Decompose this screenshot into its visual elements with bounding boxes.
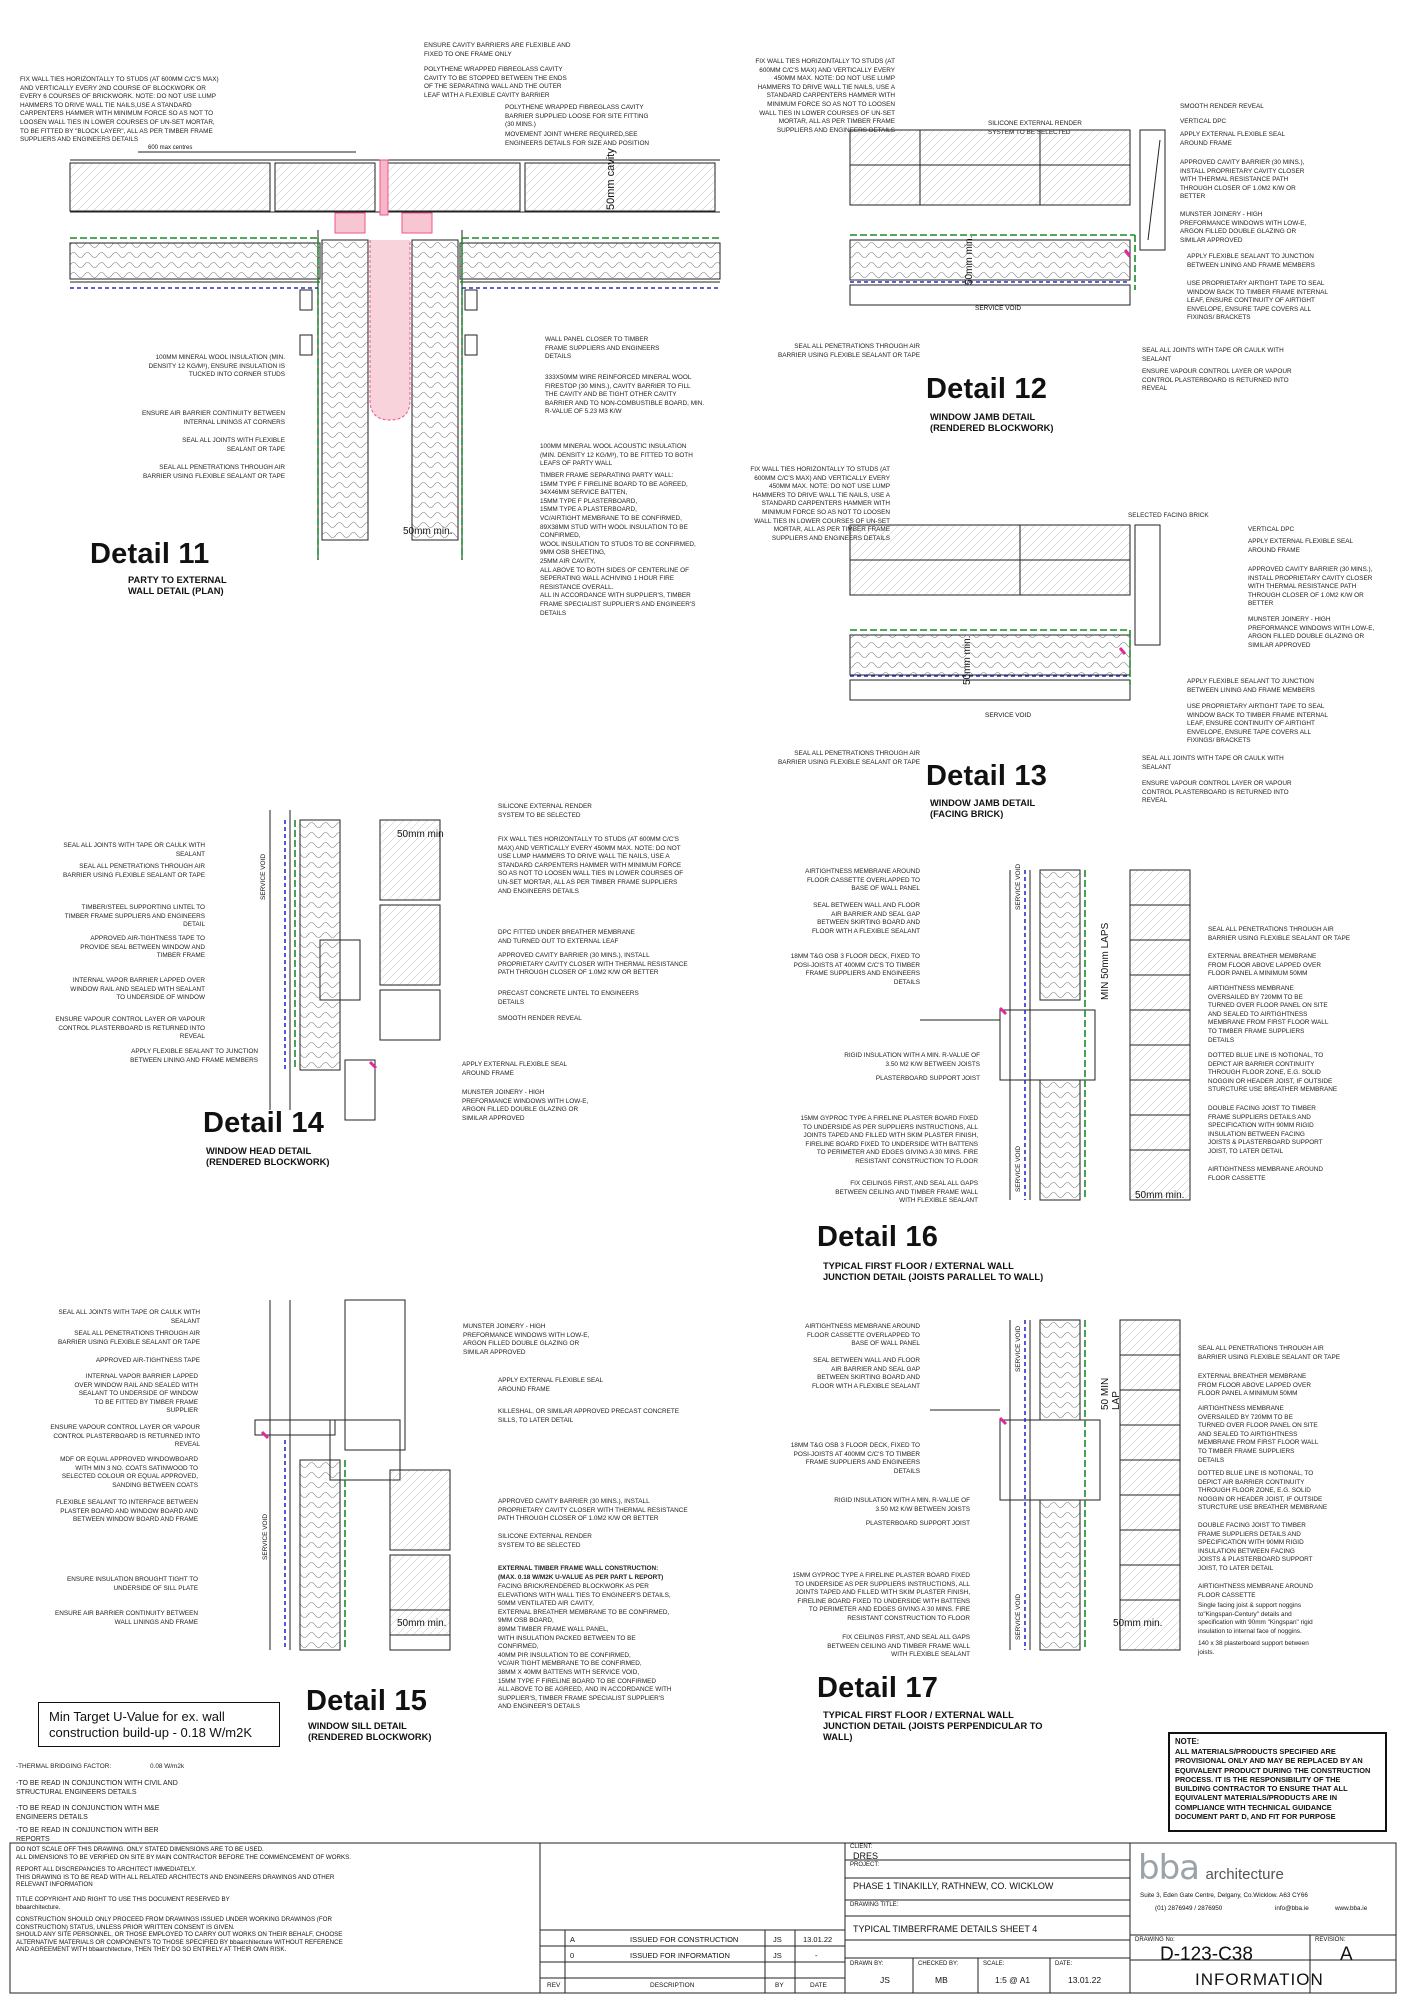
d14-dim-min: 50mm min [397, 829, 444, 840]
d12-note-seal-joints: SEAL ALL JOINTS WITH TAPE OR CAULK WITH SEALANT [1142, 347, 1284, 363]
d17-note-single-joist: Single facing joist & support noggins to"Kingspan-Century" details and specification with 90mm "Kingspan" rigid insulation to internal face of noggins. [1198, 1602, 1313, 1635]
d11-note-wall-panel-closer: WALL PANEL CLOSER TO TIMBER FRAME SUPPLIERS AND ENGINEERS DETAILS [545, 336, 660, 361]
d15-note-seal-penetrations: SEAL ALL PENETRATIONS THROUGH AIR BARRIER USING FLEXIBLE SEALANT OR TAPE [57, 1330, 200, 1346]
d14-note-seal-joints: SEAL ALL JOINTS WITH TAPE OR CAULK WITH SEALANT [63, 842, 205, 858]
rev-header-by: BY [775, 1982, 784, 1989]
drawn-by-label: DRAWN BY: [850, 1961, 884, 1967]
rev-row-2-date: - [815, 1951, 818, 1960]
d13-note-seal-penetrations: SEAL ALL PENETRATIONS THROUGH AIR BARRIER USING FLEXIBLE SEALANT OR TAPE [777, 750, 920, 766]
d12-note-vertical-dpc: VERTICAL DPC [1180, 118, 1227, 125]
d13-dim-min: 50mm min. [962, 635, 973, 685]
rev-row-1-by: JS [773, 1935, 782, 1944]
d13-note-vertical-dpc: VERTICAL DPC [1248, 526, 1295, 533]
materials-note-heading: NOTE: [1175, 1737, 1200, 1746]
d16-note-seal-wall-floor: SEAL BETWEEN WALL AND FLOOR AIR BARRIER AND SEAL GAP BETWEEN SKIRTING BOARD AND FLOOR WITH A FLEXIBLE SEALANT [812, 902, 920, 935]
project-label: PROJECT: [850, 1862, 880, 1868]
d15-note-render: SILICONE EXTERNAL RENDER SYSTEM TO BE SELECTED [498, 1533, 592, 1549]
d15-note-cavity-barrier: APPROVED CAVITY BARRIER (30 MINS.), INSTALL PROPRIETARY CAVITY CLOSER WITH THERMAL RESISTANCE PATH THROUGH CLOSER OF 1.0M2 K/W OR BETTER [498, 1498, 688, 1523]
rev-header-date: DATE [810, 1982, 827, 1989]
d14-note-precast-lintel: PRECAST CONCRETE LINTEL TO ENGINEERS DETAILS [498, 990, 639, 1006]
d12-note-vcl: ENSURE VAPOUR CONTROL LAYER OR VAPOUR CONTROL PLASTERBOARD IS RETURNED INTO REVEAL [1142, 368, 1292, 393]
d11-note-movement-joint: MOVEMENT JOINT WHERE REQUIRED,SEE ENGINEERS DETAILS FOR SIZE AND POSITION [505, 131, 650, 147]
drawing-no-value: D-123-C38 [1160, 1944, 1253, 1965]
d17-subtitle: TYPICAL FIRST FLOOR / EXTERNAL WALL JUNCTION DETAIL (JOISTS PERPENDICULAR TO WALL) [823, 1710, 1043, 1742]
d14-note-seal-penetrations: SEAL ALL PENETRATIONS THROUGH AIR BARRIER USING FLEXIBLE SEALANT OR TAPE [62, 863, 205, 879]
d16-note-breather: EXTERNAL BREATHER MEMBRANE FROM FLOOR ABOVE LAPPED OVER FLOOR PANEL A MINIMUM 50MM [1208, 953, 1321, 978]
d16-note-cassette: AIRTIGHTNESS MEMBRANE AROUND FLOOR CASSETTE [1208, 1166, 1323, 1182]
d11-title: Detail 11 [90, 538, 210, 570]
d11-dim-min: 50mm min. [403, 526, 453, 537]
d17-note-membrane: AIRTIGHTNESS MEMBRANE AROUND FLOOR CASSETTE OVERLAPPED TO BASE OF WALL PANEL [805, 1323, 920, 1348]
company-address: Suite 3, Eden Gate Centre, Delgany, Co.Wicklow. A63 CY66 [1140, 1892, 1308, 1899]
d16-note-ceilings: FIX CEILINGS FIRST, AND SEAL ALL GAPS BETWEEN CEILING AND TIMBER FRAME WALL WITH FLEXIBLE SEALANT [835, 1180, 978, 1205]
d11-note-polythene: POLYTHENE WRAPPED FIBREGLASS CAVITY CAVITY TO BE STOPPED BETWEEN THE ENDS OF THE SEPARATING WALL AND THE OUTER LEAF WITH A FLEXIBLE CAVITY BARRIER [424, 66, 567, 99]
d16-note-floor-deck: 18MM T&G OSB 3 FLOOR DECK, FIXED TO POSI-JOISTS AT 400MM C/C'S TO TIMBER FRAME SUPPLIERS AND ENGINEERS DETAILS [790, 953, 920, 986]
drawn-by-value: JS [880, 1975, 890, 1985]
d15-service-void: SERVICE VOID [262, 1513, 269, 1560]
d13-note-flexible-sealant: APPLY FLEXIBLE SEALANT TO JUNCTION BETWEEN LINING AND FRAME MEMBERS [1187, 678, 1315, 694]
d14-note-cavity-barrier: APPROVED CAVITY BARRIER (30 MINS.), INSTALL PROPRIETARY CAVITY CLOSER WITH THERMAL RESISTANCE PATH THROUGH CLOSER OF 1.0M2 K/W OR BETTER [498, 952, 688, 977]
d17-note-ceilings: FIX CEILINGS FIRST, AND SEAL ALL GAPS BETWEEN CEILING AND TIMBER FRAME WALL WITH FLEXIBLE SEALANT [827, 1634, 970, 1659]
company-email: info@bba.ie [1275, 1905, 1309, 1912]
d13-note-cavity-barrier: APPROVED CAVITY BARRIER (30 MINS.), INSTALL PROPRIETARY CAVITY CLOSER WITH THERMAL RESISTANCE PATH THROUGH CLOSER OF 1.0M2 K/W OR BETTER [1248, 566, 1373, 608]
d14-note-smooth-reveal: SMOOTH RENDER REVEAL [498, 1015, 582, 1022]
d17-service-void-top: SERVICE VOID [1015, 1325, 1022, 1372]
drawing-no-label: DRAWING No: [1135, 1937, 1175, 1943]
d15-subtitle: WINDOW SILL DETAIL (RENDERED BLOCKWORK) [308, 1721, 432, 1742]
detail-12-drawing [850, 130, 1165, 305]
d13-note-wall-ties: FIX WALL TIES HORIZONTALLY TO STUDS (AT 600MM C/C'S MAX) AND VERTICALLY EVERY 450MM MAX. NOTE: DO NOT USE LUMP HAMMERS TO DRIVE WALL TIE NAILS, USE A STANDARD CARPENTERS HAMMER WITH MINIMUM FORCE SO AS NOT TO LOOSEN WALL TIES IN LOWER COURSES OF UN-SET MORTAR, ALL AS PER TIMBER FRAME SUPPLIERS AND ENGINEERS DETAILS [750, 466, 890, 542]
general-note-ber: -TO BE READ IN CONJUNCTION WITH BER REPORTS [16, 1827, 159, 1843]
d15-note-external-seal: APPLY EXTERNAL FLEXIBLE SEAL AROUND FRAME [498, 1377, 604, 1393]
d14-note-wall-ties: FIX WALL TIES HORIZONTALLY TO STUDS (AT 600MM C/C'S MAX) AND VERTICALLY EVERY 450MM MAX. NOTE: DO NOT USE LUMP HAMMERS TO DRIVE WALL TIE NAILS, USE A STANDARD CARPENTERS HAMMER WITH MINIMUM FORCE SO AS NOT TO LOOSEN WALL TIES IN LOWER COURSES OF UN-SET MORTAR, ALL AS PER TIMBER FRAME SUPPLIERS AND ENGINEERS DETAILS [498, 836, 684, 895]
rev-row-2-desc: ISSUED FOR INFORMATION [630, 1951, 730, 1960]
d11-note-mineral-wool: 100MM MINERAL WOOL INSULATION (MIN. DENSITY 12 KG/M³), ENSURE INSULATION IS TUCKED INTO CORNER STUDS [148, 354, 285, 379]
d14-note-airtight-tape: APPROVED AIR-TIGHTNESS TAPE TO PROVIDE SEAL BETWEEN WINDOW AND TIMBER FRAME [80, 935, 205, 960]
bba-logo [1138, 1848, 1284, 1888]
d14-note-vcl: ENSURE VAPOUR CONTROL LAYER OR VAPOUR CONTROL PLASTERBOARD IS RETURNED INTO REVEAL [55, 1016, 205, 1041]
general-note-civil: -TO BE READ IN CONJUNCTION WITH CIVIL AND STRUCTURAL ENGINEERS DETAILS [16, 1780, 178, 1796]
drawing-title-value: TYPICAL TIMBERFRAME DETAILS SHEET 4 [853, 1924, 1038, 1934]
materials-note-box [1168, 1732, 1387, 1832]
revision-label: REVISION: [1315, 1937, 1346, 1943]
d16-service-void-bottom: SERVICE VOID [1015, 1145, 1022, 1192]
d17-note-cassette: AIRTIGHTNESS MEMBRANE AROUND FLOOR CASSETTE [1198, 1583, 1313, 1599]
d12-note-external-seal: APPLY EXTERNAL FLEXIBLE SEAL AROUND FRAME [1180, 131, 1286, 147]
client-label: CLIENT: [850, 1844, 873, 1850]
rev-header-desc: DESCRIPTION [650, 1982, 695, 1989]
d12-subtitle: WINDOW JAMB DETAIL (RENDERED BLOCKWORK) [930, 412, 1054, 433]
d14-note-lintel: TIMBER/STEEL SUPPORTING LINTEL TO TIMBER FRAME SUPPLIERS AND ENGINEERS DETAIL [64, 904, 205, 929]
d11-note-air-barrier: ENSURE AIR BARRIER CONTINUITY BETWEEN INTERNAL LININGS AT CORNERS [142, 410, 285, 426]
d14-note-render: SILICONE EXTERNAL RENDER SYSTEM TO BE SELECTED [498, 803, 592, 819]
d12-title: Detail 12 [926, 373, 1048, 405]
checked-by-value: MB [935, 1975, 948, 1985]
d13-note-munster: MUNSTER JOINERY - HIGH PREFORMANCE WINDOWS WITH LOW-E, ARGON FILLED DOUBLE GLAZING OR SIMILAR APPROVED [1248, 616, 1375, 649]
d15-dim-min: 50mm min. [397, 1618, 447, 1629]
rev-row-1-desc: ISSUED FOR CONSTRUCTION [630, 1935, 739, 1944]
d11-dim-cavity: 50mm cavity [605, 148, 617, 210]
d17-note-rigid-insulation: RIGID INSULATION WITH A MIN. R-VALUE OF 3.50 M2 K/W BETWEEN JOISTS [834, 1497, 970, 1513]
d16-subtitle: TYPICAL FIRST FLOOR / EXTERNAL WALL JUNCTION DETAIL (JOISTS PARALLEL TO WALL) [823, 1261, 1044, 1282]
d17-note-seal-wall-floor: SEAL BETWEEN WALL AND FLOOR AIR BARRIER AND SEAL GAP BETWEEN SKIRTING BOARD AND FLOOR WITH A FLEXIBLE SEALANT [812, 1357, 920, 1390]
d13-note-vcl: ENSURE VAPOUR CONTROL LAYER OR VAPOUR CONTROL PLASTERBOARD IS RETURNED INTO REVEAL [1142, 780, 1292, 805]
d15-note-airtight-tape: APPROVED AIR-TIGHTNESS TAPE [95, 1357, 200, 1364]
d13-note-seal-joints: SEAL ALL JOINTS WITH TAPE OR CAULK WITH SEALANT [1142, 755, 1284, 771]
d17-note-breather: EXTERNAL BREATHER MEMBRANE FROM FLOOR ABOVE LAPPED OVER FLOOR PANEL A MINIMUM 50MM [1198, 1373, 1311, 1398]
d11-note-party-wall: TIMBER FRAME SEPARATING PARTY WALL: 15MM TYPE F FIRELINE BOARD TO BE AGREED, 34X46MM SERVICE BATTEN, 15MM TYPE F PLASTERBOARD, 15MM TYPE A PLASTERBOARD, VC/AIRTIGHT MEMBRANE TO BE CONFIRMED, 89X38MM STUD WITH WOOL INSULATION TO BE CONFIRMED, WOOL INSULATION TO STUDS TO BE CONFIRMED, 9MM OSB SHEETING, 25MM AIR CAVITY, ALL ABOVE TO BOTH SIDES OF CENTERLINE OF SEPERATING WALL ACHIVING 1 HOUR FIRE RESISTANCE OVERALL. ALL IN ACCORDANCE WITH SUPPLIER'S, TIMBER FRAME SPECIALIST SUPPLIER'S AND ENGINEER'S DETAILS [540, 472, 696, 617]
d11-note-cavity-barriers: ENSURE CAVITY BARRIERS ARE FLEXIBLE AND FIXED TO ONE FRAME ONLY [424, 42, 571, 58]
d15-note-vcl: ENSURE VAPOUR CONTROL LAYER OR VAPOUR CONTROL PLASTERBOARD IS RETURNED INTO REVEAL [50, 1424, 200, 1449]
d15-note-killeshal: KILLESHAL, OR SIMILAR APPROVED PRECAST CONCRETE SILLS, TO LATER DETAIL [498, 1408, 679, 1424]
d11-note-seal-penetrations: SEAL ALL PENETRATIONS THROUGH AIR BARRIER USING FLEXIBLE SEALANT OR TAPE [142, 464, 285, 480]
d12-note-cavity-barrier: APPROVED CAVITY BARRIER (30 MINS.), INSTALL PROPRIETARY CAVITY CLOSER WITH THERMAL RESISTANCE PATH THROUGH CLOSER OF 1.0M2 K/W OR BETTER [1180, 159, 1305, 201]
drawing-status: INFORMATION [1195, 1970, 1324, 1989]
d12-note-munster: MUNSTER JOINERY - HIGH PREFORMANCE WINDOWS WITH LOW-E, ARGON FILLED DOUBLE GLAZING OR SIMILAR APPROVED [1180, 211, 1307, 244]
d12-dim-min: 50mm min. [964, 235, 975, 285]
d12-note-flexible-sealant: APPLY FLEXIBLE SEALANT TO JUNCTION BETWEEN LINING AND FRAME MEMBERS [1187, 253, 1315, 269]
d12-note-render: SILICONE EXTERNAL RENDER SYSTEM TO BE SELECTED [988, 120, 1082, 136]
company-web: www.bba.ie [1335, 1905, 1368, 1912]
d15-title: Detail 15 [306, 1685, 428, 1717]
d11-note-seal-joints: SEAL ALL JOINTS WITH FLEXIBLE SEALANT OR TAPE [182, 437, 285, 453]
d17-title: Detail 17 [817, 1672, 939, 1704]
detail-13-drawing [850, 525, 1160, 700]
d15-note-munster: MUNSTER JOINERY - HIGH PREFORMANCE WINDOWS WITH LOW-E, ARGON FILLED DOUBLE GLAZING OR SIMILAR APPROVED [463, 1323, 590, 1356]
d17-dim-min: 50mm min. [1113, 1618, 1163, 1629]
u-value-box [38, 1702, 280, 1747]
d15-note-air-barrier: ENSURE AIR BARRIER CONTINUITY BETWEEN WALL LININGS AND FRAME [55, 1610, 198, 1626]
d15-note-ext-wall-heading: EXTERNAL TIMBER FRAME WALL CONSTRUCTION: (MAX. 0.18 W/M2K U-VALUE AS PER PART L REPORT) [498, 1565, 664, 1581]
checked-by-label: CHECKED BY: [918, 1961, 959, 1967]
d17-note-double-joist: DOUBLE FACING JOIST TO TIMBER FRAME SUPPLIERS DETAILS AND SPECIFICATION WITH 90MM RIGID INSULATION BETWEEN FACING JOISTS & PLASTERBOARD SUPPORT JOIST, TO LATER DETAIL [1198, 1522, 1313, 1572]
d16-note-support-joist: PLASTERBOARD SUPPORT JOIST [875, 1075, 980, 1082]
d16-dim-lap: MIN 50mm LAPS [1100, 922, 1111, 1000]
d11-note-firestop: 333X50MM WIRE REINFORCED MINERAL WOOL FIRESTOP (30 MINS.), CAVITY BARRIER TO FILL THE CAVITY AND BE TIGHT OTHER CAVITY BARRIER AND TO NON-COMBUSTIBLE BOARD, MIN. R-VALUE OF 5.23 M3 K/W [545, 374, 705, 416]
rev-row-2-by: JS [773, 1951, 782, 1960]
d16-dim-min: 50mm min. [1135, 1190, 1185, 1201]
d14-note-external-seal: APPLY EXTERNAL FLEXIBLE SEAL AROUND FRAME [462, 1061, 568, 1077]
date-value: 13.01.22 [1068, 1975, 1102, 1985]
thermal-bridging-value: 0.08 W/m2k [150, 1763, 185, 1770]
scale-value: 1:5 @ A1 [995, 1975, 1031, 1985]
project-value: PHASE 1 TINAKILLY, RATHNEW, CO. WICKLOW [853, 1881, 1054, 1891]
logo-bba: bba [1138, 1848, 1199, 1888]
d17-note-support-joist: PLASTERBOARD SUPPORT JOIST [865, 1520, 970, 1527]
rev-row-1-date: 13.01.22 [803, 1935, 833, 1944]
d14-service-void: SERVICE VOID [260, 853, 267, 900]
d11-note-wall-ties: FIX WALL TIES HORIZONTALLY TO STUDS (AT 600MM C/C'S MAX) AND VERTICALLY EVERY 2ND COURSE OF BLOCKWORK OR EVERY 6 COURSES OF BRICKWORK. NOTE: DO NOT USE LUMP HAMMERS TO DRIVE WALL TIE NAILS,USE A STANDARD CARPENTERS HAMMER WITH MINIMUM FORCE SO AS NOT TO LOOSEN WALL TIES IN LOWER COURSES OF UN-SET MORTAR, TO BE FITTED BY "BLOCK LAYER", ALL AS PER TIMBER FRAME SUPPLIERS AND ENGINEERS DETAILS [20, 76, 219, 144]
d15-note-ext-wall-body: FACING BRICK/RENDERED BLOCKWORK AS PER ELEVATIONS WITH WALL TIES TO ENGINEER'S DETAILS, 50MM VENTILATED AIR CAVITY, EXTERNAL BREATHER MEMBRANE TO BE CONFIRMED, 9MM OSB BOARD, 89MM TIMBER FRAME WALL PANEL, WITH INSULATION PACKED BETWEEN TO BE CONFIRMED, 40MM PIR INSULATION TO BE CONFIRMED, VC/AIR TIGHT MEMBRANE TO BE CONFIRMED, 38MM X 40MM BATTENS WITH SERVICE VOID, 15MM TYPE F FIRELINE BOARD TO BE CONFIRMED [498, 1583, 671, 1685]
date-label: DATE: [1055, 1961, 1073, 1967]
d15-note-flexible-sealant: FLEXIBLE SEALANT TO INTERFACE BETWEEN PLASTER BOARD AND WINDOW BOARD AND BETWEEN WINDOW BOARD AND FRAME [55, 1499, 198, 1524]
d13-service-void: SERVICE VOID [985, 712, 1032, 719]
d17-note-airtightness-membrane: AIRTIGHTNESS MEMBRANE OVERSAILED BY 720MM TO BE TURNED OVER FLOOR PANEL ON SITE AND SEALED TO AIRTIGHTNESS MEMBRANE FROM FIRST FLOOR WALL TO TIMBER FRAME SUPPLIERS DETAILS [1198, 1405, 1319, 1464]
d11-note-acoustic: 100MM MINERAL WOOL ACOUSTIC INSULATION (MIN. DENSITY 12 KG/M³), TO BE FITTED TO BOTH LEAFS OF PARTY WALL [540, 443, 693, 468]
d12-note-smooth-reveal: SMOOTH RENDER REVEAL [1180, 103, 1264, 110]
d14-note-dpc: DPC FITTED UNDER BREATHER MEMBRANE AND TURNED OUT TO EXTERNAL LEAF [498, 929, 635, 945]
d11-note-polythene-loose: POLYTHENE WRAPPED FIBREGLASS CAVITY BARRIER SUPPLIED LOOSE FOR SITE FITTING (30 MINS.) [505, 104, 649, 129]
u-value-text: Min Target U-Value for ex. wall construction build-up - 0.18 W/m2K [49, 1709, 253, 1740]
company-phone: (01) 2876949 / 2876950 [1155, 1905, 1223, 1912]
d17-note-gyproc: 15MM GYPROC TYPE A FIRELINE PLASTER BOARD FIXED TO UNDERSIDE AS PER SUPPLIERS INSTRUCTIONS, ALL JOINTS TAPED AND FILLED WITH SKIM PLASTER FINISH, FIRELINE BOARD FIXED TO UNDERSIDE WITH BATTENS TO PERIMETER AND EDGES GIVING A 30 MINS. FIRE RESISTANT CONSTRUCTION TO FLOOR [792, 1572, 970, 1622]
thermal-bridging-label: -THERMAL BRIDGING FACTOR: [16, 1763, 112, 1770]
d16-note-gyproc: 15MM GYPROC TYPE A FIRELINE PLASTER BOARD FIXED TO UNDERSIDE AS PER SUPPLIERS INSTRUCTIONS, ALL JOINTS TAPED AND FILLED WITH SKIM PLASTER FINISH, FIRELINE BOARD FIXED TO UNDERSIDE WITH BATTENS TO PERIMETER AND EDGES GIVING A 30 MINS. FIRE RESISTANT CONSTRUCTION TO FLOOR [800, 1115, 978, 1165]
scale-label: SCALE: [983, 1961, 1005, 1967]
d14-title: Detail 14 [203, 1107, 325, 1139]
d17-service-void-bottom: SERVICE VOID [1015, 1593, 1022, 1640]
general-note-mande: -TO BE READ IN CONJUNCTION WITH M&E ENGINEERS DETAILS [16, 1805, 160, 1821]
d13-note-airtight-tape: USE PROPRIETARY AIRTIGHT TAPE TO SEAL WINDOW BACK TO TIMBER FRAME INTERNAL LEAF, ENSURE CONTINUITY OF AIRTIGHT ENVELOPE, ENSURE TAPE COVERS ALL FIXINGS/ BRACKETS [1187, 703, 1328, 745]
d17-note-floor-deck: 18MM T&G OSB 3 FLOOR DECK, FIXED TO POSI-JOISTS AT 400MM C/C'S TO TIMBER FRAME SUPPLIERS AND ENGINEERS DETAILS [790, 1442, 920, 1475]
d13-note-facing-brick: SELECTED FACING BRICK [1128, 512, 1209, 519]
d16-note-dotted-blue: DOTTED BLUE LINE IS NOTIONAL, TO DEPICT AIR BARRIER CONTINUITY THROUGH FLOOR ZONE, E.G. SOLID NOGGIN OR HEADER JOIST, IF OUTSIDE STURCTURE USE BREATHER MEMBRANE [1208, 1052, 1338, 1094]
d13-subtitle: WINDOW JAMB DETAIL (FACING BRICK) [930, 798, 1036, 819]
d15-note-windowboard: MDF OR EQUAL APPROVED WINDOWBOARD WITH MIN 3 NO. COATS SATINWOOD TO SELECTED COLOUR OR EQUAL APPROVED, SANDING BETWEEN COATS [60, 1456, 198, 1489]
d16-note-airtightness-membrane: AIRTIGHTNESS MEMBRANE OVERSAILED BY 720MM TO BE TURNED OVER FLOOR PANEL ON SITE AND SEALED TO AIRTIGHTNESS MEMBRANE FROM FIRST FLOOR WALL TO TIMBER FRAME SUPPLIERS DETAILS [1208, 985, 1329, 1044]
d12-note-wall-ties: FIX WALL TIES HORIZONTALLY TO STUDS (AT 600MM C/C'S MAX) AND VERTICALLY EVERY 450MM MAX. NOTE: DO NOT USE LUMP HAMMERS TO DRIVE WALL TIE NAILS, USE A STANDARD CARPENTERS HAMMER WITH MINIMUM FORCE SO AS NOT TO LOOSEN WALL TIES IN LOWER COURSES OF UN-SET MORTAR, ALL AS PER TIMBER FRAME SUPPLIERS AND ENGINEERS DETAILS [755, 58, 895, 134]
disclaimer-copyright: TITLE COPYRIGHT AND RIGHT TO USE THIS DOCUMENT RESERVED BY bbaarchitecture. [16, 1896, 230, 1911]
d16-service-void-top: SERVICE VOID [1015, 863, 1022, 910]
d14-note-flexible-sealant: APPLY FLEXIBLE SEALANT TO JUNCTION BETWEEN LINING AND FRAME MEMBERS [130, 1048, 258, 1064]
rev-row-2-rev: 0 [570, 1951, 575, 1960]
client-value: DRES [853, 1851, 879, 1861]
d13-note-external-seal: APPLY EXTERNAL FLEXIBLE SEAL AROUND FRAME [1248, 538, 1354, 554]
d12-note-airtight-tape: USE PROPRIETARY AIRTIGHT TAPE TO SEAL WINDOW BACK TO TIMBER FRAME INTERNAL LEAF, ENSURE CONTINUITY OF AIRTIGHT ENVELOPE, ENSURE TAPE COVERS ALL FIXINGS/ BRACKETS [1187, 280, 1328, 322]
d17-note-seal-penetrations: SEAL ALL PENETRATIONS THROUGH AIR BARRIER USING FLEXIBLE SEALANT OR TAPE [1198, 1345, 1341, 1361]
d17-note-dotted-blue: DOTTED BLUE LINE IS NOTIONAL, TO DEPICT AIR BARRIER CONTINUITY THROUGH FLOOR ZONE, E.G. SOLID NOGGIN OR HEADER JOIST, IF OUTSIDE STURCTURE USE BREATHER MEMBRANE [1198, 1470, 1328, 1512]
logo-architecture: architecture [1205, 1866, 1284, 1883]
disclaimer-scale: DO NOT SCALE OFF THIS DRAWING. ONLY STATED DIMENSIONS ARE TO BE USED. ALL DIMENSIONS TO BE VERIFIED ON SITE BY MAIN CONTRACTOR BEFORE THE COMMENCEMENT OF WORKS. [16, 1846, 351, 1861]
d13-title: Detail 13 [926, 760, 1048, 792]
d16-title: Detail 16 [817, 1221, 939, 1253]
d16-note-rigid-insulation: RIGID INSULATION WITH A MIN. R-VALUE OF 3.50 M2 K/W BETWEEN JOISTS [844, 1052, 980, 1068]
d11-dim-centres: 600 max centres [148, 145, 193, 151]
materials-note-body: ALL MATERIALS/PRODUCTS SPECIFIED ARE PROVISIONAL ONLY AND MAY BE REPLACED BY AN EQUIVALENT PRODUCT DURING THE CONSTRUCTION PROCESS. IT IS THE RESPONSIBILITY OF THE BUILDING CONTRACTOR TO ENSURE THAT ALL EQUIVALENT MATERIALS/PRODUCTS ARE IN COMPLIANCE WITH TECHNICAL GUIDANCE DOCUMENT PART D, AND FIT FOR PURPOSE [1175, 1747, 1371, 1822]
d11-subtitle: PARTY TO EXTERNAL WALL DETAIL (PLAN) [128, 575, 227, 596]
d15-note-vapour-barrier: INTERNAL VAPOR BARRIER LAPPED OVER WINDOW RAIL AND SEALED WITH SEALANT TO UNDERSIDE OF WINDOW TO BE FITTED BY TIMBER FRAME SUPPLIER [74, 1373, 198, 1415]
d16-note-double-joist: DOUBLE FACING JOIST TO TIMBER FRAME SUPPLIERS DETAILS AND SPECIFICATION WITH 90MM RIGID INSULATION BETWEEN FACING JOISTS & PLASTERBOARD SUPPORT JOIST, TO LATER DETAIL [1208, 1105, 1323, 1155]
disclaimer-construction: CONSTRUCTION SHOULD ONLY PROCEED FROM DRAWINGS ISSUED UNDER WORKING DRAWINGS (FOR CONSTRUCTION) STATUS, UNLESS PRIOR WRITTEN CONSENT IS GIVEN. SHOULD ANY SITE PERSONNEL, OR THOSE EMPLOYED TO CARRY OUT WORKS ON THEIR BEHALF, CHOOSE ALTERNATIVE MATERIALS OR COMPONENTS TO THOSE SPECIFIED BY bbaarchitecture WITHOUT REFERENCE AND AGREEMENT WITH bbaarchitecture, THEN THEY DO SO ENTIRELY AT THEIR OWN RISK. [16, 1916, 343, 1954]
drawing-title-label: DRAWING TITLE: [850, 1902, 899, 1908]
d12-service-void: SERVICE VOID [975, 305, 1022, 312]
rev-row-1-rev: A [570, 1935, 576, 1944]
revision-value: A [1340, 1944, 1353, 1965]
d15-note-ext-wall-footer: ALL ABOVE TO BE AGREED, AND IN ACCORDANCE WITH SUPPLIER'S, TIMBER FRAME SPECIALIST SUPPLIER'S AND ENGINEER'S DETAILS [498, 1686, 672, 1711]
rev-header-rev: REV [547, 1982, 561, 1989]
d15-note-insulation: ENSURE INSULATION BROUGHT TIGHT TO UNDERSIDE OF SILL PLATE [66, 1576, 198, 1592]
d14-subtitle: WINDOW HEAD DETAIL (RENDERED BLOCKWORK) [206, 1146, 330, 1167]
d15-note-seal-joints: SEAL ALL JOINTS WITH TAPE OR CAULK WITH SEALANT [58, 1309, 200, 1325]
d16-note-membrane: AIRTIGHTNESS MEMBRANE AROUND FLOOR CASSETTE OVERLAPPED TO BASE OF WALL PANEL [805, 868, 920, 893]
d14-note-vapour-barrier: INTERNAL VAPOR BARRIER LAPPED OVER WINDOW RAIL AND SEALED WITH SEALANT TO UNDERSIDE OF WINDOW [70, 977, 205, 1002]
d16-note-seal-penetrations: SEAL ALL PENETRATIONS THROUGH AIR BARRIER USING FLEXIBLE SEALANT OR TAPE [1208, 926, 1351, 942]
d12-note-seal-penetrations: SEAL ALL PENETRATIONS THROUGH AIR BARRIER USING FLEXIBLE SEALANT OR TAPE [777, 343, 920, 359]
disclaimer-discrepancies: REPORT ALL DISCREPANCIES TO ARCHITECT IMMEDIATELY. THIS DRAWING IS TO BE READ WITH ALL RELATED ARCHITECTS AND ENGINEERS DRAWINGS AND OTHER RELEVANT INFORMATION [16, 1866, 335, 1889]
d14-note-munster: MUNSTER JOINERY - HIGH PREFORMANCE WINDOWS WITH LOW-E, ARGON FILLED DOUBLE GLAZING OR SIMILAR APPROVED [462, 1089, 589, 1122]
d17-note-140-support: 140 x 38 plasterboard support between joists. [1198, 1640, 1309, 1656]
d17-dim-lap: 50 MIN LAP [1100, 1377, 1122, 1410]
